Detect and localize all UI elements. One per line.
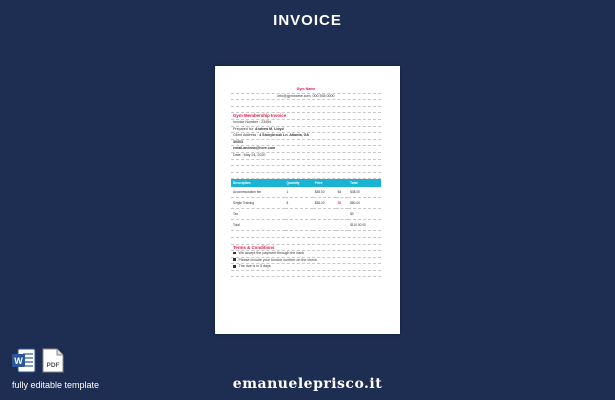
cell: $38.00 [313, 187, 336, 198]
pdf-file-icon [42, 348, 64, 373]
word-icon-letter: W [14, 356, 23, 366]
list-item: The due is in 5 days [231, 264, 381, 271]
cell: Accommodation fee [231, 187, 285, 198]
footer-label: fully editable template [12, 380, 100, 390]
client-address-label: Client Address : [233, 133, 259, 138]
spacer-row [231, 107, 381, 114]
company-name: Gym Name [231, 87, 381, 94]
company-contact: info@gymname.com, 000 555 0000 [231, 94, 381, 101]
table-header-row [231, 179, 381, 187]
spacer-row [231, 271, 381, 278]
cell [336, 209, 349, 220]
page-title: INVOICE [273, 12, 342, 29]
brand-name: emanueleprisco.it [232, 376, 383, 392]
cell: Single Training [231, 198, 285, 209]
pdf-icon-text: PDF [46, 362, 60, 369]
client-address-value: 4 Stonybrook Ln. Atlanta, GA [259, 133, 309, 138]
invoice-date: Date : May 24, 2020 [231, 153, 381, 160]
cell: $80.00 [348, 198, 381, 209]
cell: $38.00 [313, 198, 336, 209]
list-item: We accept the payment through the bank [231, 251, 381, 258]
spacer-row [231, 160, 381, 167]
header-spacer [336, 179, 349, 187]
header-quantity: Quantity [285, 179, 313, 187]
cell: 1 [285, 187, 313, 198]
terms-title: Terms & Conditions [231, 245, 381, 252]
client-email: email.andrew@here.com [231, 146, 381, 153]
cell: 8 [285, 198, 313, 209]
spacer-row [231, 173, 381, 180]
spacer-row [231, 231, 381, 238]
invoice-number: Invoice Number : 23454 [231, 120, 381, 127]
table-row [231, 198, 381, 209]
spacer-row [231, 166, 381, 173]
cell [313, 209, 336, 220]
header-total: Total [348, 179, 381, 187]
spacer-row [231, 100, 381, 107]
header-price: Price [313, 179, 336, 187]
client-address [231, 133, 381, 140]
doc-title: Gym Membership Invoice [231, 113, 381, 120]
client-zip: 30303 [231, 140, 381, 147]
cell: $4 [336, 187, 349, 198]
cell: $8 [336, 198, 349, 209]
total-label: Total [231, 220, 285, 231]
cell: $0 [348, 209, 381, 220]
total-value: $110.00.00 [348, 220, 381, 231]
cell: Tax [231, 209, 285, 220]
prepared-for-label: Prepared for: [233, 126, 254, 131]
table-total-row [231, 220, 381, 231]
table-row [231, 187, 381, 198]
items-table [231, 179, 381, 231]
bullet-icon [233, 252, 236, 255]
invoice-sheet [231, 87, 381, 277]
prepared-for-name: Andrew M. Lloyd [254, 126, 284, 131]
table-row [231, 209, 381, 220]
bullet-icon [233, 265, 236, 268]
bullet-icon [233, 258, 236, 261]
prepared-for [231, 127, 381, 134]
spacer-row [231, 238, 381, 245]
invoice-page [215, 66, 400, 334]
header-description: Description [231, 179, 285, 187]
cell [285, 209, 313, 220]
cell: $38.00 [348, 187, 381, 198]
list-item: Please include your Invoice number on the check [231, 258, 381, 265]
word-file-icon [12, 348, 34, 373]
